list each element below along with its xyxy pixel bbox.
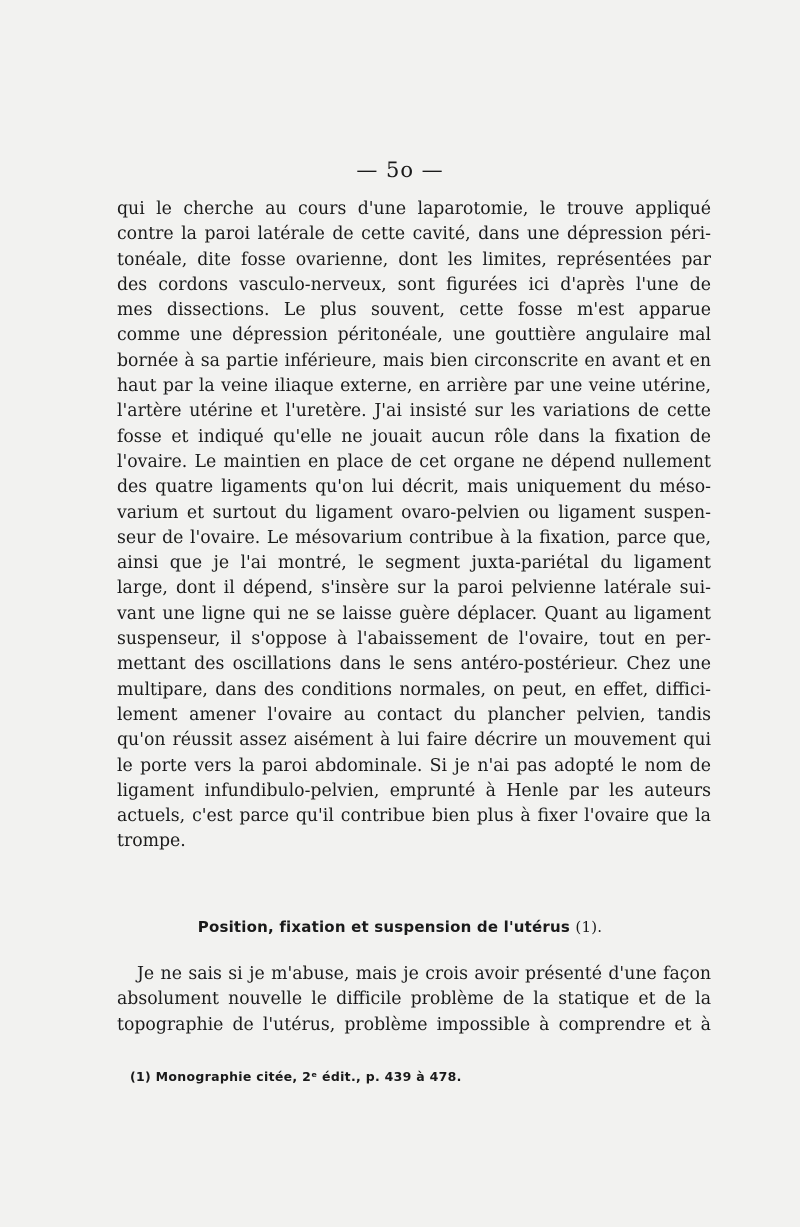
text-line: haut par la veine iliaque externe, en arrière par une veine utérine, (117, 376, 711, 397)
text-line: comme une dépression péritonéale, une gouttière angulaire mal (117, 325, 711, 346)
text-line: large, dont il dépend, s'insère sur la paroi pelvienne latérale sui- (117, 578, 711, 599)
text-line: seur de l'ovaire. Le mésovarium contribue à la fixation, parce que, (117, 527, 711, 548)
text-line: absolument nouvelle le difficile problème de la statique et de la (117, 989, 711, 1010)
paragraph-1 (117, 197, 711, 855)
text-line: lement amener l'ovaire au contact du plancher pelvien, tandis (117, 704, 711, 725)
text-line: ainsi que je l'ai montré, le segment juxta-pariétal du ligament (117, 553, 711, 574)
heading-text: Position, fixation et suspension de l'utérus (197, 918, 570, 936)
text-line: mettant des oscillations dans le sens antéro-postérieur. Chez une (117, 654, 711, 675)
text-line: tonéale, dite fosse ovarienne, dont les limites, représentées par (117, 249, 711, 270)
text-line: qu'on réussit assez aisément à lui faire décrire un mouvement qui (117, 730, 711, 751)
text-line: des quatre ligaments qu'on lui décrit, mais uniquement du méso- (117, 477, 711, 498)
text-line: actuels, c'est parce qu'il contribue bien plus à fixer l'ovaire que la (117, 806, 711, 827)
text-line: bornée à sa partie inférieure, mais bien circonscrite en avant et en (117, 350, 711, 371)
text-line: ligament infundibulo-pelvien, emprunté à Henle par les auteurs (117, 780, 711, 801)
footnote: (1) Monographie citée, 2ᵉ édit., p. 439 à 478. (130, 1069, 462, 1084)
footnote-reference: (1). (575, 918, 603, 936)
text-line: mes dissections. Le plus souvent, cette fosse m'est apparue (117, 300, 711, 321)
page-number: — 5o — (356, 158, 444, 182)
text-line: Je ne sais si je m'abuse, mais je crois avoir présenté d'une façon (137, 964, 711, 984)
text-line: topographie de l'utérus, problème impossible à comprendre et à (117, 1014, 711, 1035)
text-line: l'artère utérine et l'uretère. J'ai insisté sur les variations de cette (117, 401, 711, 422)
text-line: des cordons vasculo-nerveux, sont figurées ici d'après l'une de (117, 274, 711, 295)
text-line: multipare, dans des conditions normales, on peut, en effet, diffici- (117, 679, 711, 700)
text-line: varium et surtout du ligament ovaro-pelvien ou ligament suspen- (117, 502, 711, 523)
text-line: fosse et indiqué qu'elle ne jouait aucun rôle dans la fixation de (117, 426, 711, 447)
text-line: qui le cherche au cours d'une laparotomie, le trouve appliqué (117, 199, 711, 219)
text-line: suspenseur, il s'oppose à l'abaissement de l'ovaire, tout en per- (117, 629, 711, 650)
text-line: trompe. (117, 831, 186, 852)
text-line: contre la paroi latérale de cette cavité, dans une dépression péri- (117, 224, 711, 245)
text-line: le porte vers la paroi abdominale. Si je n'ai pas adopté le nom de (117, 755, 711, 776)
section-heading (0, 918, 800, 936)
paragraph-2 (117, 962, 711, 1038)
text-line: vant une ligne qui ne se laisse guère déplacer. Quant au ligament (117, 603, 711, 624)
text-line: l'ovaire. Le maintien en place de cet organe ne dépend nullement (117, 451, 711, 472)
